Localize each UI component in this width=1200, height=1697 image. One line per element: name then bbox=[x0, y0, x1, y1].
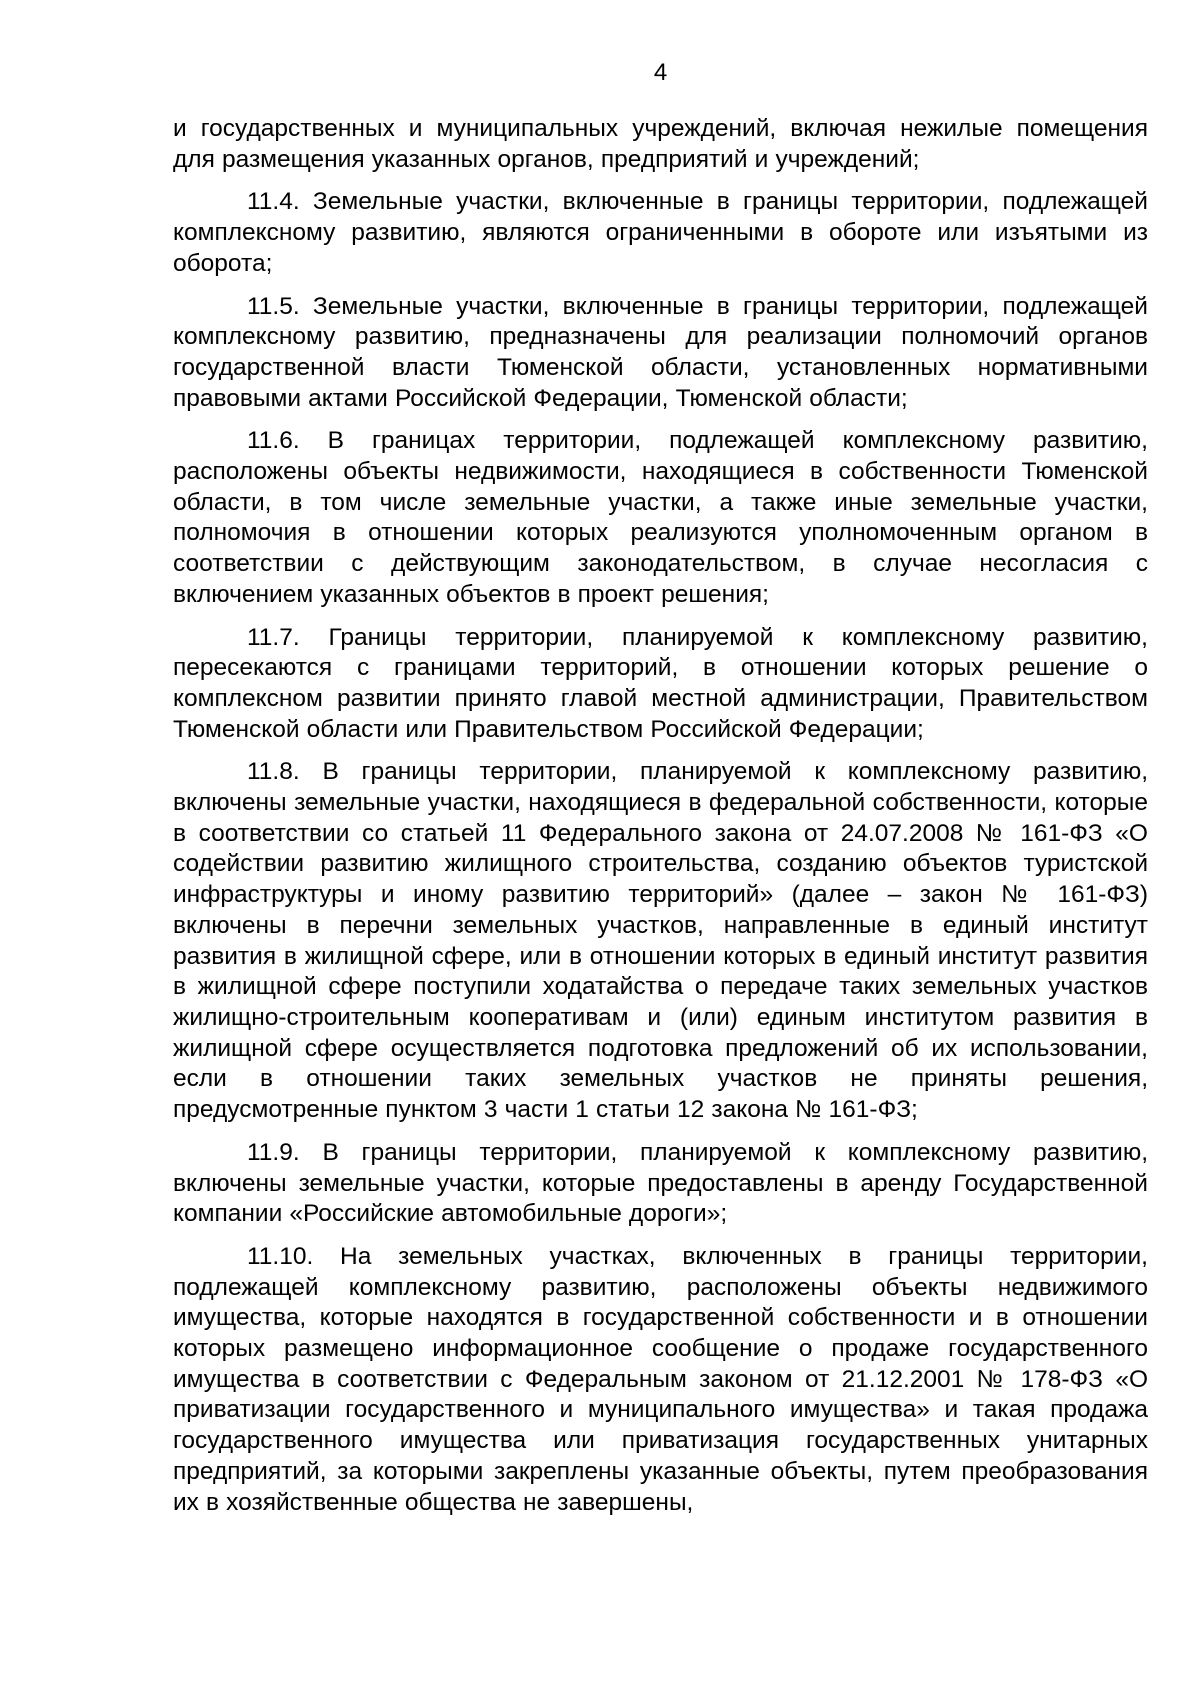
paragraph-11-4: 11.4. Земельные участки, включенные в границы территории, подлежащей комплексному развитию, являются ограниченными в обороте или изъятыми из оборота; bbox=[173, 188, 1148, 277]
paragraph-11-9: 11.9. В границы территории, планируемой к комплексному развитию, включены земельные участки, которые предоставлены в аренду Государственной компании «Российские автомобильные дороги»; bbox=[173, 1138, 1148, 1228]
paragraph-11-7: 11.7. Границы территории, планируемой к комплексному развитию, пересекаются с границами территорий, в отношении которых решение о комплексном развитии принято главой местной администрации, Правительством Тюменской области или Правительством Российской Федерации; bbox=[173, 623, 1148, 743]
paragraph-11-6: 11.6. В границах территории, подлежащей комплексному развитию, расположены объекты недвижимости, находящиеся в собственности Тюменской области, в том числе земельные участки, а также иные земельные участки, полномочия в отношении которых реализуются уполномоченным органом в соответствии с действующим законодательством, в случае несогласия с включением указанных объектов в проект решения; bbox=[173, 427, 1148, 608]
page-number: 4 bbox=[653, 59, 668, 86]
paragraph-continuation: и государственных и муниципальных учреждений, включая нежилые помещения для размещения указанных органов, предприятий и учреждений; bbox=[173, 115, 1148, 173]
paragraph-11-5: 11.5. Земельные участки, включенные в границы территории, подлежащей комплексному развитию, предназначены для реализации полномочий органов государственной власти Тюменской области, установленных нормативными правовыми актами Российской Федерации, Тюменской области; bbox=[173, 292, 1148, 412]
document-body bbox=[173, 114, 1148, 1530]
paragraph-11-10: 11.10. На земельных участках, включенных в границы территории, подлежащей комплексному развитию, расположены объекты недвижимого имущества, которые находятся в государственной собственности и в отношении которых размещено информационное сообщение о продаже государственного имущества в соответствии с Федеральным законом от 21.12.2001 № 178-ФЗ «О приватизации государственного и муниципального имущества» и такая продажа государственного имущества или приватизация государственных унитарных предприятий, за которыми закреплены указанные объекты, путем преобразования их в хозяйственные общества не завершены, bbox=[173, 1242, 1148, 1516]
paragraph-11-8: 11.8. В границы территории, планируемой к комплексному развитию, включены земельные участки, находящиеся в федеральной собственности, которые в соответствии со статьей 11 Федерального закона от 24.07.2008 № 161-ФЗ «О содействии развитию жилищного строительства, созданию объектов туристской инфраструктуры и иному развитию территорий» (далее – закон № 161-ФЗ) включены в перечни земельных участков, направленные в единый институт развития в жилищной сфере, или в отношении которых в единый институт развития в жилищной сфере поступили ходатайства о передаче таких земельных участков жилищно-строительным кооперативам и (или) единым институтом развития в жилищной сфере осуществляется подготовка предложений об их использовании, если в отношении таких земельных участков не приняты решения, предусмотренные пунктом 3 части 1 статьи 12 закона № 161-ФЗ; bbox=[173, 758, 1148, 1124]
